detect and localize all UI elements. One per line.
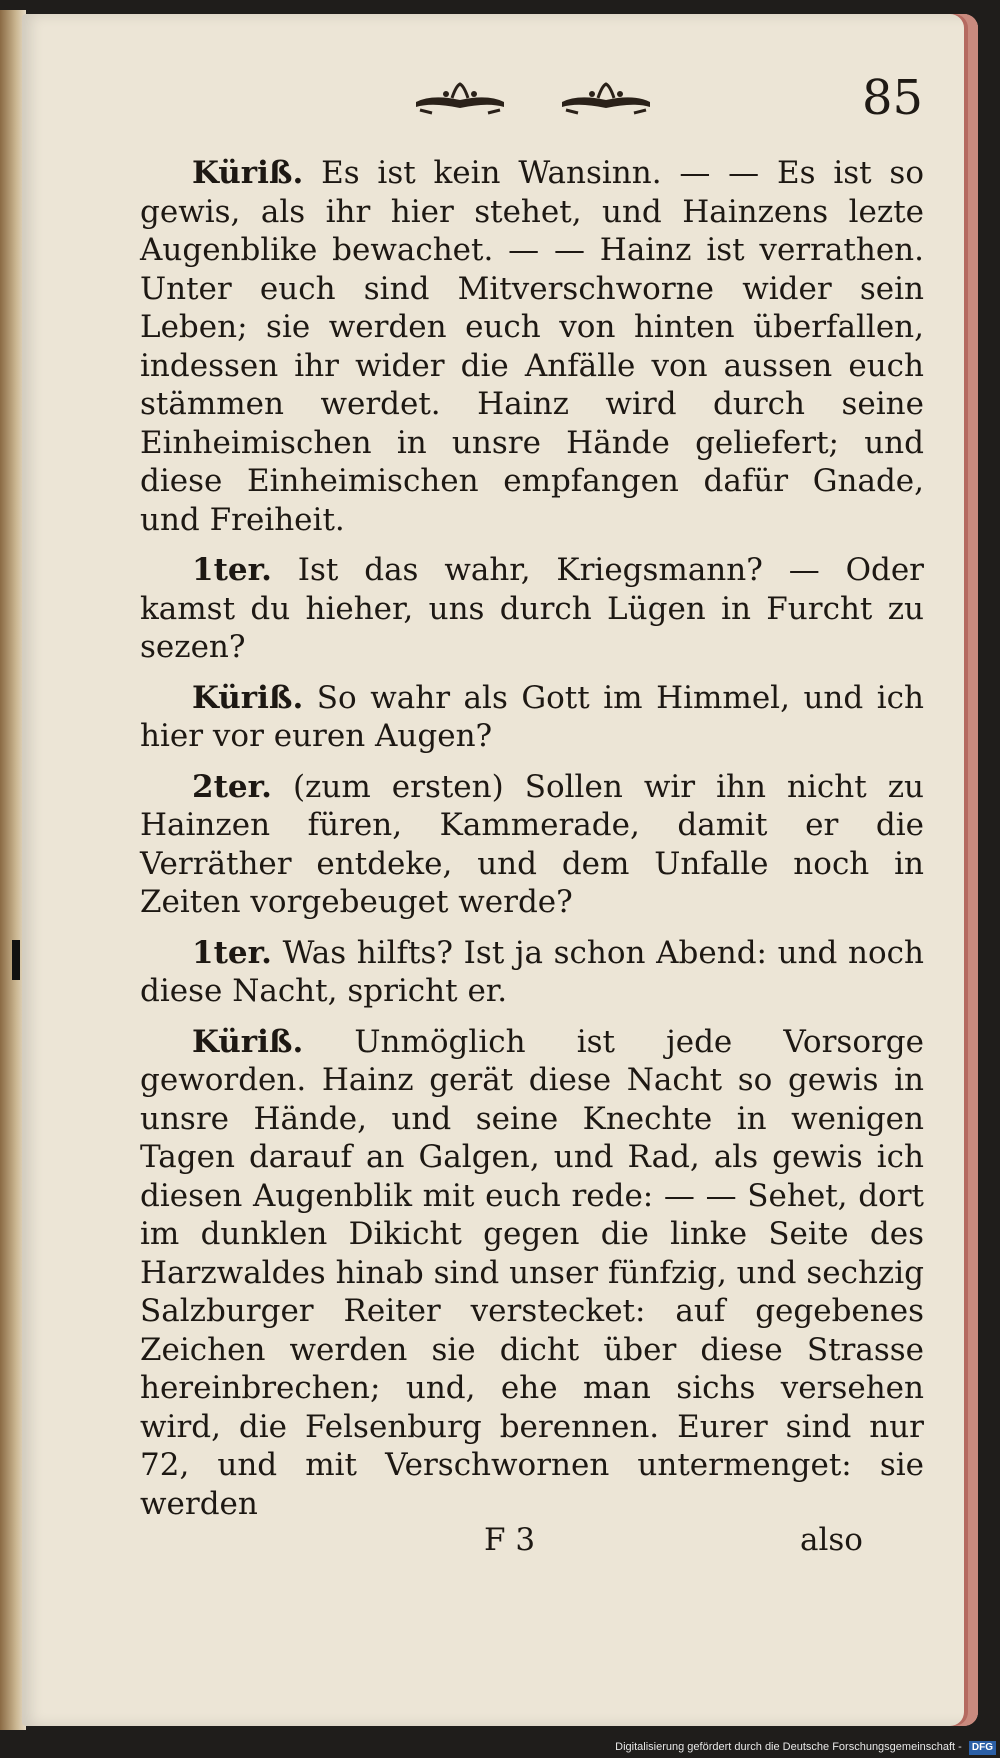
dialogue-text: Ist das wahr, Kriegsmann? — Oder kamst du hieher, uns durch Lügen in Furcht zu sezen? [140,552,924,665]
dialogue-text: Unmöglich ist jede Vorsorge geworden. Hainz gerät diese Nacht so gewis in unsre Hände, und seine Knechte in wenigen Tagen darauf an Galgen, und Rad, als gewis ich diesen Augenblik mit euch rede: — — Sehet, dort im dunklen Dikicht gegen die linke Seite des Harzwaldes hinab sind unser fünfzig, und sechzig Salzburger Reiter verstecket: auf gegebenes Zeichen werden sie dicht über diese Strasse hereinbrechen; und, ehe man sichs versehen wird, die Felsenburg berennen. Eurer sind nur 72, und mit Verschwornen untermenget: sie werden [140,1023,924,1522]
page-footer [140,1522,924,1562]
dialogue-text: Es ist kein Wansinn. — — Es ist so gewis, als ihr hier stehet, und Hainzens lezte Augenblike bewachet. — — Hainz ist verrathen. Unter euch sind Mitverschworne wider sein Leben; sie werden euch von hinten überfallen, indessen ihr wider die Anfälle von aussen euch stämmen werdet. Hainz wird durch seine Einheimischen in unsre Hände geliefert; und diese Einheimischen empfangen dafür Gnade, und Freiheit. [140,155,924,538]
dialogue-text: So wahr als Gott im Himmel, und ich hier vor euren Augen? [140,679,924,754]
floral-ornament-icon [412,80,508,116]
dialogue-paragraph [140,551,924,667]
dialogue-paragraph [140,768,924,922]
header-ornaments [412,80,654,116]
catchword: also [800,1522,863,1558]
dialogue-paragraph [140,1023,924,1524]
speaker-label: Küriß. [192,679,304,716]
speaker-label: Küriß. [192,155,304,191]
speaker-label: 1ter. [192,552,272,588]
dialogue-text: Was hilfts? Ist ja schon Abend: und noch diese Nacht, spricht er. [140,934,924,1009]
speaker-label: 1ter. [192,934,272,971]
signature-mark: F 3 [484,1522,536,1558]
speaker-label: 2ter. [192,768,272,805]
floral-ornament-icon [558,80,654,116]
page-number: 85 [862,70,924,126]
dialogue-text: (zum ersten) Sollen wir ihn nicht zu Hainzen füren, Kammerade, damit er die Verräther entdeke, und dem Unfalle noch in Zeiten vorgebeuget werde? [140,768,925,920]
dialogue-paragraph [140,679,924,756]
dialogue-paragraph [140,934,924,1011]
body-text [140,154,924,1535]
dfg-logo-icon: DFG [969,1741,996,1755]
book-page [22,14,978,1726]
credit-text: Digitalisierung gefördert durch die Deutsche Forschungsgemeinschaft - [615,1741,962,1753]
gutter-mark [12,940,20,980]
digitization-credit [600,1736,1000,1758]
dialogue-paragraph [140,154,924,539]
speaker-label: Küriß. [192,1023,304,1060]
